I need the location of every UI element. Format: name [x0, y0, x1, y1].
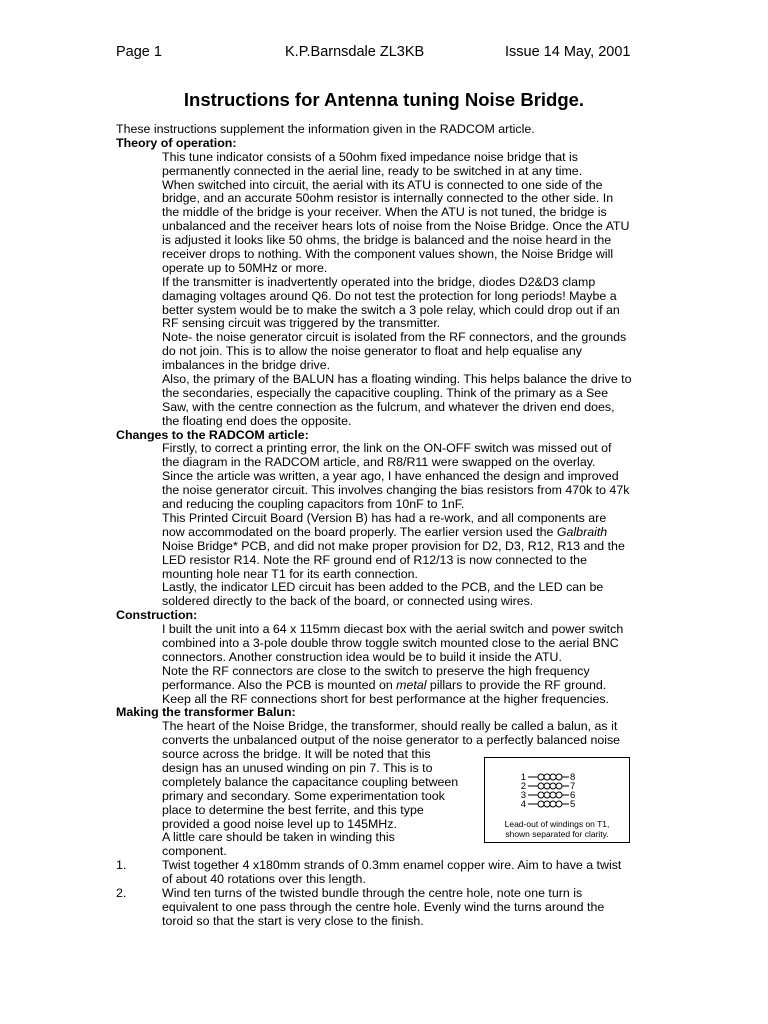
text-line: Keep all the RF connections short for best performance at the higher frequencies.	[162, 691, 610, 706]
text-line: Note- the noise generator circuit is isolated from the RF connectors, and the grounds	[162, 330, 627, 345]
text-line: and reducing the coupling capacitors from 10nF to 1nF.	[162, 497, 465, 512]
step-number: 2.	[116, 885, 127, 900]
winding-diagram	[485, 758, 629, 818]
text-segment: performance. Also the PCB is mounted on	[162, 677, 397, 692]
text-line: permanently connected in the aerial line, ready to be switched in at any time.	[162, 163, 583, 178]
pin-label-left: 2	[520, 781, 526, 792]
transformer-winding-figure	[484, 757, 630, 843]
figure-caption	[485, 819, 629, 839]
winding-2-7	[528, 783, 569, 789]
text-line: A little care should be taken in winding this	[162, 830, 395, 845]
text-line: primary and secondary. Some experimentation took	[162, 788, 445, 803]
winding-4-5	[528, 801, 569, 807]
text-line: This Printed Circuit Board (Version B) has had a re-work, and all components are	[162, 510, 607, 525]
step-2	[116, 887, 656, 901]
text-line: Since the article was written, a year ago, I have enhanced the design and improved	[162, 469, 619, 484]
text-line: Lastly, the indicator LED circuit has been added to the PCB, and the LED can be	[162, 580, 604, 595]
text-segment: pillars to provide the RF ground.	[426, 677, 607, 692]
text-line: Noise Bridge* PCB, and did not make proper provision for D2, D3, R12, R13 and the	[162, 538, 625, 553]
text-line: design has an unused winding on pin 7. This is to	[162, 760, 433, 775]
text-line: of about 40 rotations over this length.	[162, 872, 366, 887]
text-line: Note the RF connectors are close to the switch to preserve the high frequency	[162, 663, 590, 678]
italic-word: metal	[396, 677, 427, 692]
pin-label-right: 6	[570, 790, 576, 801]
text-line: Also, the primary of the BALUN has a floating winding. This helps balance the drive to	[162, 372, 632, 387]
text-line: Firstly, to correct a printing error, the link on the ON-OFF switch was missed out of	[162, 441, 612, 456]
caption-line: shown separated for clarity.	[505, 829, 609, 839]
author: K.P.Barnsdale ZL3KB	[285, 44, 425, 60]
text-line: completely balance the capacitance coupling between	[162, 774, 459, 789]
text-line: The heart of the Noise Bridge, the transformer, should really be called a balun, as it	[162, 719, 618, 734]
text-line: the noise generator circuit. This involves changing the bias resistors from 470k to 47k	[162, 483, 630, 498]
pin-label-right: 7	[570, 781, 576, 792]
text-line: I built the unit into a 64 x 115mm diecast box with the aerial switch and power switch	[162, 622, 624, 637]
text-line: toroid so that the start is very close to the finish.	[162, 913, 424, 928]
text-line: Saw, with the centre connection as the fulcrum, and whatever the driven end does,	[162, 399, 615, 414]
text-line: If the transmitter is inadvertently operated into the bridge, diodes D2&D3 clamp	[162, 274, 596, 289]
section-heading-balun: Making the transformer Balun:	[116, 705, 296, 720]
text-line: receiver drops to nothing. With the component values shown, the Noise Bridge will	[162, 247, 614, 262]
step-number: 1.	[116, 858, 127, 873]
intro-paragraph: These instructions supplement the information given in the RADCOM article.	[116, 122, 535, 136]
document-title: Instructions for Antenna tuning Noise Bridge.	[183, 89, 585, 110]
text-line: mounting hole near T1 for its earth connection.	[162, 566, 418, 581]
text-line: When switched into circuit, the aerial with its ATU is connected to one side of the	[162, 177, 603, 192]
text-line: better system would be to make the switch a 3 pole relay, which could drop out if an	[162, 302, 620, 317]
text-line: RF sensing circuit was triggered by the transmitter.	[162, 316, 441, 331]
winding-3-6	[528, 792, 569, 798]
text-line: the diagram in the RADCOM article, and R8/R11 were swapped on the overlay.	[162, 455, 596, 470]
section-heading-theory: Theory of operation:	[116, 135, 237, 150]
windings	[528, 774, 569, 807]
text-line	[116, 679, 656, 693]
text-line: connectors. Another construction idea would be to build it inside the ATU.	[162, 649, 562, 664]
italic-word: Galbraith	[556, 524, 608, 539]
page-header	[0, 44, 768, 64]
pin-label-right: 8	[570, 772, 576, 783]
pin-label-left: 3	[520, 790, 526, 801]
text-line: soldered directly to the back of the board, or connected using wires.	[162, 594, 534, 609]
text-line: provided a good noise level up to 145MHz.	[162, 816, 397, 831]
step-1	[116, 859, 656, 873]
pin-label-left: 1	[520, 772, 526, 783]
step-text: Wind ten turns of the twisted bundle through the centre hole, note one turn is	[162, 885, 583, 900]
pin-label-right: 5	[570, 799, 576, 810]
page-number: Page 1	[116, 44, 162, 60]
text-line: damaging voltages around Q6. Do not test the protection for long periods! Maybe a	[162, 288, 617, 303]
text-line: source across the bridge. It will be noted that this	[162, 747, 431, 762]
section-heading-construction: Construction:	[116, 608, 198, 623]
text-line: LED resistor R14. Note the RF ground end of R12/13 is now connected to the	[162, 552, 587, 567]
text-line: bridge, and an accurate 50ohm resistor is internally connected to the other side. In	[162, 191, 614, 206]
text-line: equivalent to one pass through the centre hole. Evenly wind the turns around the	[162, 899, 605, 914]
step-text: Twist together 4 x180mm strands of 0.3mm enamel copper wire. Aim to have a twist	[162, 858, 622, 873]
text-line: This tune indicator consists of a 50ohm fixed impedance noise bridge that is	[162, 149, 579, 164]
text-line	[116, 526, 656, 540]
text-line: the middle of the bridge is your receiver. When the ATU is not tuned, the bridge is	[162, 205, 607, 220]
text-line: operate up to 50MHz or more.	[162, 260, 328, 275]
caption-line: Lead-out of windings on T1,	[504, 819, 610, 829]
issue-date: Issue 14 May, 2001	[505, 44, 631, 60]
text-line: the secondaries, especially the capacitive coupling. Think of the primary as a See	[162, 385, 609, 400]
text-line: is adjusted it looks like 50 ohms, the bridge is balanced and the noise heard in the	[162, 233, 612, 248]
text-line: the floating end does the opposite.	[162, 413, 352, 428]
text-line: unbalanced and the receiver hears lots of noise from the Noise Bridge. Once the ATU	[162, 219, 630, 234]
text-line: do not join. This is to allow the noise generator to float and help equalise any	[162, 344, 582, 359]
pin-label-left: 4	[520, 799, 526, 810]
text-line: component.	[162, 844, 227, 859]
section-heading-changes: Changes to the RADCOM article:	[116, 427, 309, 442]
text-segment: now accommodated on the board properly. The earlier version used the	[162, 524, 557, 539]
text-line: converts the unbalanced output of the noise generator to a perfectly balanced noise	[162, 733, 621, 748]
text-line: imbalances in the bridge drive.	[162, 358, 331, 373]
text-line: place to determine the best ferrite, and this type	[162, 802, 424, 817]
text-line: combined into a 3-pole double throw toggle switch mounted close to the aerial BNC	[162, 635, 619, 650]
winding-1-8	[528, 774, 569, 780]
